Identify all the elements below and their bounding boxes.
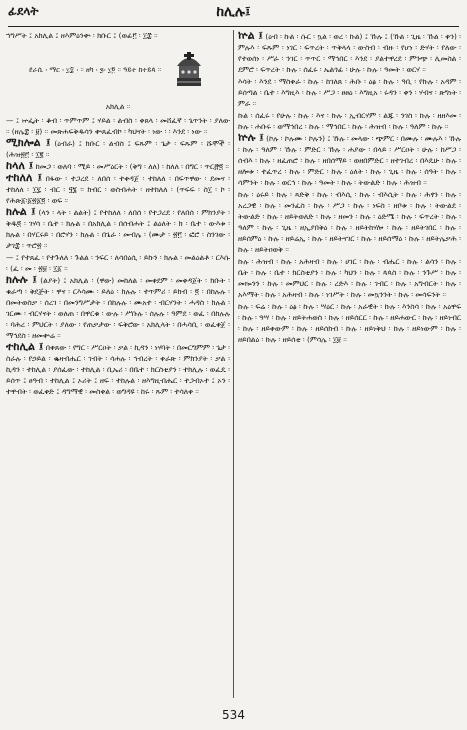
entry-paragraph xyxy=(6,172,230,206)
entry-text: (ልያት) ፤ አክሊል ፡ (ዋው) መከለል ፡ መቀደም ፡ መቀዳጀት ፡ ክቡት ፡ ቁራጣ ፡ ቅደጅት ፡ ዋና ፡ ርእሳሙ ፡ ይለዕ ፡ ክሉሉ ፡ ተጥምሪ ፡ ይክብ ፡ ፬ ፡ በከሉሉ ፡ በመትወስቃ ፡ ሰረገ ፡ በመንግሥታት ፡ በከሉሉ ፡ ሙአተ ፡ ብርሃንት ፡ ሓዳስ ፡ ክሉል ፡ ገርሙ ፡ ብርሃናት ፡ ወለጠ ፡ በዋርቁ ፡ ውሉ ፡ ሥቡሉ ፡ ሰሉሉ ፡ ዓምደ ፡ ወፈ ፡ በከሉሉ ፡ ባሕረ ፡ ምህርት ፡ ያለው ፡ የጠቃታው ፡ ፍቅሮው ፡ አክሊላት ፡ በሓሳቢ ፡ ወፈቀጀ ፡ ማኅደስ ፡ ዘመቍሬ ። xyxy=(6,276,230,340)
entry-text: — ፤ የተጸፈ ፡ የተጉለለ ፡ ጉልል ፡ ንፍር ፡ ለሳበዕሲ ፡ ይኩን ፡ ክሉል ፡ መልዕልቶ ፡ ርእሱ ፡ (ፈ ፡ መ ፡ ፳፱ ፡ ፲፩ ። xyxy=(6,253,230,273)
right-column xyxy=(238,30,461,698)
entry-headword: ኵሉ ፤ xyxy=(238,131,264,144)
entry-headword: ክሉል ፤ xyxy=(6,205,36,218)
entry-paragraph xyxy=(6,274,230,341)
illustration-row xyxy=(6,41,230,99)
entry-headword: ተከሊል ፤ xyxy=(6,340,44,353)
entry-paragraph xyxy=(238,109,461,132)
running-headword: ከሊሉ፤ xyxy=(216,4,251,20)
entry-paragraph xyxy=(238,255,461,300)
running-section-title: ፊደላት xyxy=(8,4,39,18)
entry-headword: ሚክሎል ፤ xyxy=(6,136,51,149)
entry-paragraph xyxy=(6,137,230,160)
entry-paragraph xyxy=(238,30,461,75)
left-column xyxy=(6,30,230,698)
entry-paragraph xyxy=(6,114,230,137)
entry-paragraph xyxy=(6,206,230,251)
crown-icon xyxy=(171,50,207,90)
entry-paragraph xyxy=(238,188,461,255)
entry-text: ኩሉ ፡ ፍሬ ፡ ኩሉ ፡ ዕፅ ፡ ኩሉ ፡ ሣዕር ፡ ኩሉ ፡ አራዊት ፡ ኩሉ ፡ እንስሳ ፡ ኩሉ ፡ አዕዋፍ ፡ ኩሉ ፡ ዓሣ ፡ ኩሉ ፡ ዘይትሐወስ ፡ ኩሉ ፡ ዘይሰርር ፡ ኩሉ ፡ ዘይሐውር ፡ ኩሉ ፡ ዘይነብር ፡ ኩሉ ፡ ዘይቀውም ፡ ኩሉ ፡ ዘይሰክብ ፡ ኩሉ ፡ ዘይነቅህ ፡ ኩሉ ፡ ዘይነውም ፡ ኩሉ ፡ ዘይበልዕ ፡ ኩሉ ፡ ዘይሰቲ ፡ (ምሳሌ ፡ ፲፱ ። xyxy=(238,302,461,344)
entry-paragraph xyxy=(238,75,461,109)
caption-fragment: ደራሲ ፡ ማር ፡ ፲፰ ፡ ። ዘካ ፡ ፯፡ ፲፬ ። ዓይተ ከተይጳ ። xyxy=(28,65,162,74)
entry-paragraph xyxy=(238,300,461,345)
entry-text: (ላን ፡ ላት ፡ ልልት) ፤ የተከለለ ፡ ለበሰ ፡ የተጋረደ ፡ የለበሰ ፡ ምክንያት ፡ ቅዱ፬ ፡ ገሃሳ ፡ ቤተ ፡ ክሉል ፡ በአክሊል ፡ በሰብሐት ፤ ልዕለት ፡ ክ ፡ ቤተ ፡ ውእቱ ፡ ክሉል ፡ በሃርሩይ ፡ በሮሃን ፡ ክሉል ፡ በጌራ ፡ መብሌ ፡ (ሙታ ፡ ፳፫ ፡ ፎሮ ፡ ስንገው ፡ ታገ፰ ፡ ጥሮ፳ ። xyxy=(6,208,230,250)
page-header xyxy=(8,4,459,26)
entry-text: በፋው ፡ ተጋረደ ፡ ለበሰ ፡ ተቀዳጀ ፡ ተከለለ ፡ በፍጥዋው ፡ ደመና ፡ ተከለለ ፡ ፲፯ ፡ ብር ፡ ፶፮ ፡፡ ክብር ፡ ወስብሐት ፡ ዘተከለለ ፡ (ጥፍፍ ፡ ስ፲ ፡ ኮ ፡ የሕጽ፩፡፩፳፩፬ ፡ ወፍ ። xyxy=(6,174,230,205)
header-rule xyxy=(8,26,459,27)
entry-text: (ዕብ ፡ ኩል ፡ ሱር ፡ ኳል ፡ ወረ ፡ ኩል) ፤ ኹሉ ፤ (ኹል ፡ ጊዜ ፡ ኹል ፡ ቀን) ፡ ምሉእ ፡ ፍጹም ፡ ነገር ፡ ፍጥረት ፡ ጥቅላላ ፡ ውስብ ፡ ብዙ ፡ የሆነ ፡ ድሃት ፡ የለው ፡ የተወሰነ ፡ ሥራ ፡ ንገር ፡ ጥጥር ፡ ማኅበር ፡ እንደ ፡ ያልተዋረደ ፡ ምንጭ ፡ ሊመስል ፡ ደምሮ ፡ ፍጥረት ፡ ኩሉ ፡ ሰፈሩ ፡ ኤልጎፊ ፡ ሁሉ ፡ ኩሉ ፡ ዓመት ፡ ወርሃ ። xyxy=(238,32,461,74)
entry-paragraph xyxy=(238,132,461,188)
entry-text: (ኮሉ ፡ ኮሉሙ ፡ ኮሉን) ፤ ኹሉ ፡ መላው ፡ ጭምር ፡ በሙሉ ፡ ሙሉእ ፡ ኹሉ ፡ ኩሉ ፡ ዓለም ፡ ኹሉ ፡ ምድር ፡ ኹሉ ፡ ሐያው ፡ በላይ ፡ ሥርዐት ፡ ሁሉ ፡ ከሥጋ ፡ ሰብእ ፡ ኩሉ ፡ ዘፈጠሮ ፡ ኩሉ ፡ ዘበሰማይ ፡ ወዘበምድር ፡ ዘተገብረ ፡ በእዴሁ ፡ ኩሉ ፡ ዘሎቱ ፡ ተፈጥረ ፡ ኩሉ ፡ ምድር ፡ ኩሉ ፡ ዕለት ፡ ኩሉ ፡ ጊዜ ፡ ኩሉ ፡ ሰዓት ፡ ኩሉ ፡ ሳምንት ፡ ኩሉ ፡ ወርኅ ፡ ኩሉ ፡ ዓመት ፡ ኩሉ ፡ ትውልድ ፡ ኩሉ ፡ ሕዝብ ። xyxy=(238,134,461,187)
entry-text: እሳት ፡ እንደ ፡ ማስቀራ ፡ ኩሉ ፡ ከገለጸ ፡ ሕቡ ፡ ዕፅ ፡ ኩሉ ፡ ዓቢ ፡ የኩሉ ፡ አዳም ፡ ይሰጣል ፡ ቤተ ፡ እግዚእ ፡ ኩሉ ፡ ሥጋ ፡ ፀፀዕ ፡ እግዚአ ፡ ሩዳን ፡ ቀን ፡ ሃብና ፡ ጽግነት ፡ ምራ ። xyxy=(238,77,461,108)
entry-text: ከመጋ ፡ ወለባ ፡ ሚይ ፡ መሥዕርት ፡ (ቅግ ፡ ለለ) ፡ ከለለ ፡ በግር ፡ ጥር፸፬ ። xyxy=(35,162,229,171)
page-number: 534 xyxy=(222,708,245,722)
entry-paragraph xyxy=(6,341,230,397)
entry-text: ኩል ፡ ሰፈሩ ፡ የሁሉ ፡ ኩሉ ፡ እና ፡ ኩሉ ፡ ኢብርሃም ፡ ልጁ ፡ ንገስ ፡ ኩሉ ፡ ዘዘእመ ፡ ኩሉ ፡ ሐቡሩ ፡ ወማኅበረ ፡ ኩሉ ፡ ማኅበር ፡ ኩሉ ፡ ሕዝብ ፡ ኩሉ ፡ ዓለም ፡ ኩሉ ። xyxy=(238,111,461,131)
entry-headword: ኵል ፤ xyxy=(238,30,263,42)
entry-text: (ዕብራ) ፤ ክቡር ፡ ልብስ ፤ ፍጹም ፡ ጌታ ፡ ፍጹም ፡ ሹሞች ፡ (ሕዝ፳፫ ፡ ፲፪ ። xyxy=(6,139,230,159)
entry-headword: ክሉሉ ፤ xyxy=(6,273,37,286)
illustration-caption: አክሊል ። xyxy=(105,102,131,111)
entry-text: — ፤ ኵፌት ፡ ቆብ ፡ ጥምጥም ፤ ሃይል ፡ ልብስ ፡ ቀጸላ ፡ መሸፈኛ ፡ ጌጥንት ፡ ያለው ። (ዘሌ፰ ፡ ፱) ። መጽሐፍቅዱሳን ቍጸፈብኮ ፡ ካህናት ፡ ነው ፡ ፡ እንደ ፡ ነው ። xyxy=(6,116,230,136)
entry-headword: ተከለለ ፤ xyxy=(6,171,43,184)
entry-text: ኩሉ ፡ ሕዝብ ፡ ኩሉ ፡ አሕዛብ ፡ ኩሉ ፡ ሀገር ፡ ኩሉ ፡ ብሔር ፡ ኩሉ ፡ ልሳን ፡ ኩሉ ፡ ቤት ፡ ኩሉ ፡ ቤተ ፡ ክርስቲያን ፡ ኩሉ ፡ ካህን ፡ ኩሉ ፡ ጳጳስ ፡ ኩሉ ፡ ንጉሥ ፡ ኩሉ ፡ መኰንን ፡ ኩሉ ፡ መምህር ፡ ኩሉ ፡ ረድእ ፡ ኩሉ ፡ ገብር ፡ ኩሉ ፡ አግብርት ፡ ኩሉ ፡ አእማት ፡ ኩሉ ፡ አሕዛብ ፡ ኩሉ ፡ ነገሥት ፡ ኩሉ ፡ መኳንንት ፡ ኩሉ ፡ መሳፍንት ። xyxy=(238,257,461,299)
entry-paragraph xyxy=(6,251,230,274)
entry-text: ኩሉ ፡ ዕሩይ ፡ ኩሉ ፡ ጻድቅ ፡ ኩሉ ፡ ብእሲ ፡ ኩሉ ፡ ብእሲት ፡ ኩሉ ፡ ሕፃን ፡ ኩሉ ፡ አረጋዊ ፡ ኩሉ ፡ መንፈስ ፡ ኩሉ ፡ ሥጋ ፡ ኩሉ ፡ ነፍስ ፡ ዘቦቱ ፡ ኩሉ ፡ ትውልደ ፡ ትውልድ ፡ ኩሉ ፡ ዘይትወለድ ፡ ኩሉ ፡ ዘመን ፡ ኩሉ ፡ ዕድሜ ፡ ኩሉ ፡ ፍጥረት ፡ ኩሉ ፡ ዓለም ፡ ኩሉ ፡ ጊዜ ፡ ዘኢያበቅዕ ፡ ኩሉ ፡ ዘይትከሃሎ ፡ ኩሉ ፡ ዘይትገበር ፡ ኩሉ ፡ ዘይሰምዕ ፡ ኩሉ ፡ ዘይሬኢ ፡ ኩሉ ፡ ዘይትናገር ፡ ኩሉ ፡ ዘይሰማዕ ፡ ኩሉ ፡ ዘይትሌቃሕ ፡ ኩሉ ፡ ዘይትዐወቅ ። xyxy=(238,190,461,254)
column-divider xyxy=(233,30,234,698)
entry-text: በቀጸው ፡ የግር ፡ ሥርዐት ፡ ቃል ፡ ኪዳን ፡ ነሃባት ፡ በመርግምም ፡ ጌታ ፡ ስራሉ ፡ የኃይል ፡ ቈዛብሔር ፡ ገብት ፡ ሳሐሉ ፡ ኅብረት ፡ ቀራጽ ፡ ምክንያት ፡ ቃል ፡ ኪዳን ፡ ተከሊል ፡ ያሰፈው ፡ ተከሊል ፡ ቢኤሪ ፡ በቤተ ፡ ክርስቲያን ፡ ተክሊሉ ፡ ወፈዴ ፡ ይሰጥ ፤ ፀዓብ ፡ ተከሊል ፤ ኦሪት ፤ ዘፍ ፡ ተከሉል ፡ ዘእግዚብሔር ፡ ተጋብኦተ ፤ ኦን ፡ ተዋብት ፡ ወፈቀድ ፤ ዳግማዊ ፡ መስቀል ፡ ወግዳዩ ፡ ከሩ ፡ ጹም ፡ ተሳለቀ ። xyxy=(6,343,230,396)
intro-line: ኀግሥት ፤ አክሊል ፤ ዘእምዕንቍ ፡ ክቡር ፤ (ወፊ፫ ፡ ፲፰ ። xyxy=(6,31,158,40)
entry-headword: ከላለ ፤ xyxy=(6,159,34,172)
